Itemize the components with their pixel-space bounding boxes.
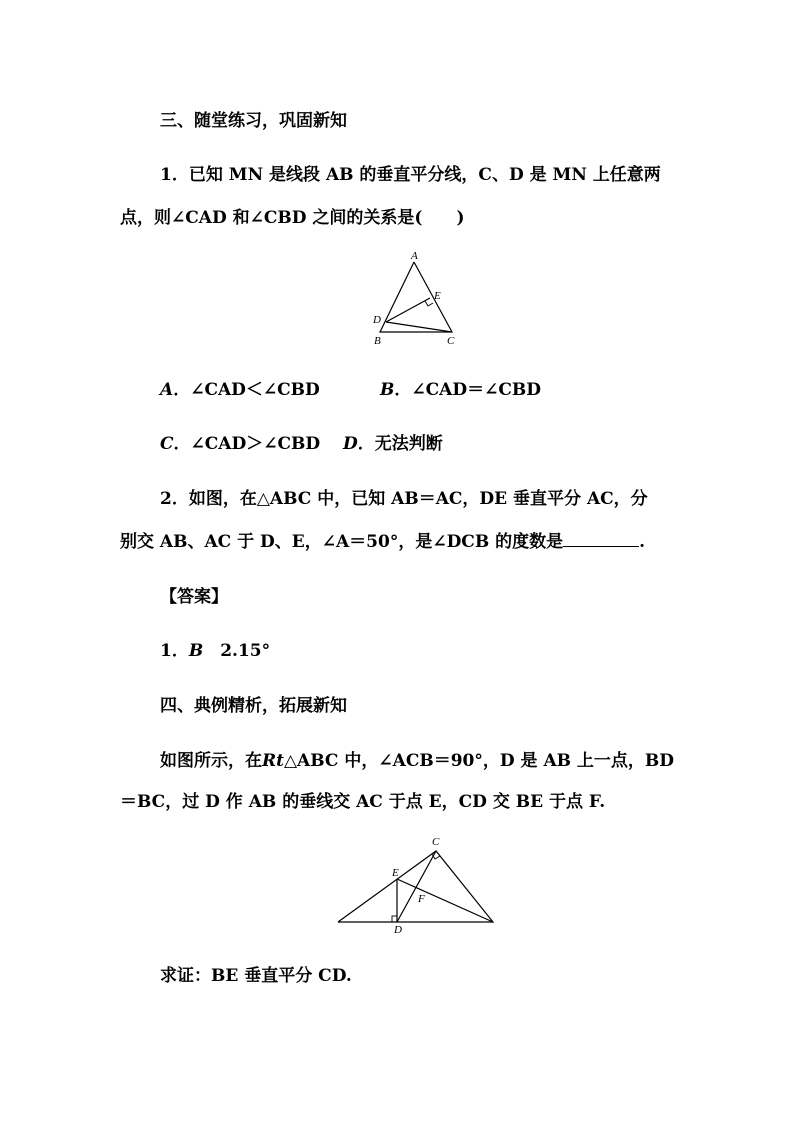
example-line1-post: △ABC 中，∠ACB＝90°，D 是 AB 上一点，BD [283, 751, 675, 771]
q1-option-c-text: ．∠CAD＞∠CBD [173, 434, 321, 454]
q1-option-d-letter: D [343, 434, 358, 454]
q1-options-row2 [160, 429, 320, 454]
example-segment-be [397, 879, 493, 922]
q1-option-d-text: ．无法判断 [357, 434, 443, 454]
example-label-d: D [394, 924, 402, 936]
q2-line2-end: . [639, 532, 646, 552]
q1-right-angle-mark [425, 301, 433, 306]
q1-label-b: B [374, 335, 381, 347]
q1-option-b [380, 375, 541, 400]
q1-line2: 点，则∠CAD 和∠CBD 之间的关系是( ) [120, 208, 465, 228]
q1-line1: 1．已知 MN 是线段 AB 的垂直平分线，C、D 是 MN 上任意两 [160, 165, 661, 185]
section4-title: 四、典例精析，拓展新知 [160, 696, 347, 716]
q1-option-a-text: ．∠CAD＜∠CBD [173, 380, 320, 400]
example-label-f: F [418, 893, 425, 905]
example-segment-cd [397, 851, 436, 922]
q1-option-d [343, 429, 443, 454]
example-line1-pre: 如图所示，在 [160, 751, 262, 771]
q1-option-b-letter: B [380, 380, 395, 400]
q1-label-c: C [447, 335, 455, 347]
q2-line1: 2．如图，在△ABC 中，已知 AB＝AC，DE 垂直平分 AC，分 [160, 489, 648, 509]
q2-line2 [120, 527, 645, 552]
q1-options-row1 [160, 375, 320, 400]
q1-figure [368, 248, 468, 348]
answer-title: 【答案】 [160, 587, 228, 607]
q2-line2-text: 别交 AB、AC 于 D、E，∠A＝50°，是∠DCB 的度数是 [120, 532, 564, 552]
q1-label-d: D [373, 314, 381, 326]
example-line2: ＝BC，过 D 作 AB 的垂线交 AC 于点 E，CD 交 BE 于点 F. [120, 792, 606, 812]
prove-statement: 求证：BE 垂直平分 CD. [160, 966, 352, 986]
example-label-e: E [392, 867, 399, 879]
answer-letter1: B [188, 641, 204, 661]
q1-option-c-letter: C [160, 434, 174, 454]
q1-option-b-text: ．∠CAD＝∠CBD [394, 380, 541, 400]
example-right-angle-d [392, 916, 397, 922]
q1-segment-de [386, 298, 430, 322]
q1-segment-dc [386, 322, 452, 332]
example-figure [330, 830, 500, 940]
section3-title: 三、随堂练习，巩固新知 [160, 111, 347, 131]
example-rt: Rt [262, 751, 284, 771]
q2-answer-blank[interactable] [563, 532, 639, 547]
q1-triangle [380, 262, 452, 332]
q1-option-a-letter: A [160, 380, 174, 400]
answer-line [160, 636, 270, 661]
example-line1 [160, 746, 674, 771]
example-label-c: C [432, 836, 440, 848]
answer-num1: 1． [160, 641, 189, 661]
answer-rest: 2.15° [203, 641, 271, 661]
q1-label-e: E [434, 290, 441, 302]
q1-label-a: A [411, 250, 418, 262]
